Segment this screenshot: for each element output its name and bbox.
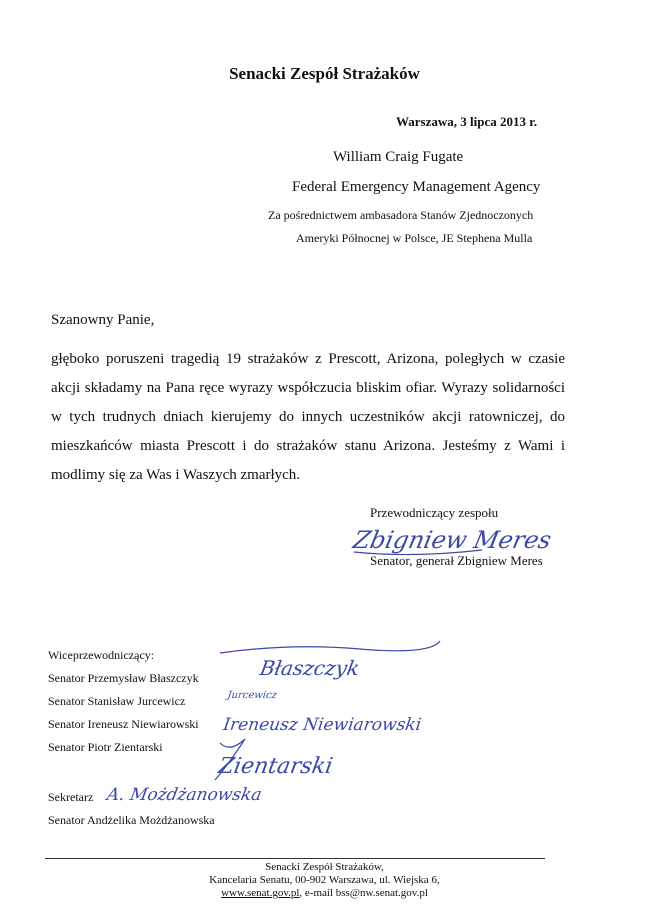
- svg-text:Zientarski: Zientarski: [216, 753, 335, 779]
- recipient-name: William Craig Fugate: [333, 149, 464, 165]
- deputy-name: Senator Piotr Zientarski: [48, 740, 163, 754]
- recipient-agency: Federal Emergency Management Agency: [292, 179, 541, 195]
- chairman-name: Senator, generał Zbigniew Meres: [370, 553, 543, 568]
- recipient-via-line-2: Ameryki Północnej w Polsce, JE Stephena Mulla: [296, 231, 533, 245]
- chairman-signature-text: Zbigniew Meres: [350, 525, 555, 554]
- deputies-block: [48, 644, 199, 759]
- secretary-name: Senator Andżelika Możdżanowska: [48, 813, 215, 827]
- signature-zientarski: [215, 739, 335, 780]
- deputies-signatures: [210, 635, 450, 785]
- salutation: Szanowny Panie,: [51, 312, 155, 328]
- footer-website-link[interactable]: www.senat.gov.pl: [221, 887, 300, 899]
- chairman-label: Przewodniczący zespołu: [370, 505, 499, 520]
- footer-email: , e-mail bss@nw.senat.gov.pl: [299, 887, 428, 899]
- recipient-via-line-1: Za pośrednictwem ambasadora Stanów Zjednoczonych: [268, 208, 534, 222]
- signature-jurcewicz: [225, 690, 279, 701]
- footer-divider: [45, 858, 545, 859]
- footer-line-3: [0, 887, 649, 900]
- letter-date: Warszawa, 3 lipca 2013 r.: [396, 114, 538, 129]
- secretary-signature: [105, 778, 264, 810]
- deputy-name: Senator Ireneusz Niewiarowski: [48, 717, 199, 731]
- svg-text:Błaszczyk: Błaszczyk: [258, 656, 362, 680]
- svg-text:Ireneusz Niewiarowski: Ireneusz Niewiarowski: [221, 715, 423, 735]
- secretary-signature-text: A. Możdżanowska: [105, 785, 264, 805]
- secretary-label: Sekretarz: [48, 790, 94, 804]
- deputy-name: Senator Stanisław Jurcewicz: [48, 694, 186, 708]
- letterhead-title: Senacki Zespół Strażaków: [229, 64, 420, 83]
- footer-line-1: Senacki Zespół Strażaków,: [265, 861, 384, 873]
- footer-line-2: Kancelaria Senatu, 00-902 Warszawa, ul. Wiejska 6,: [209, 874, 440, 886]
- letter-body: głęboko poruszeni tragedią 19 strażaków z Prescott, Arizona, poległych w czasie akcji składamy na Pana ręce wyrazy współczucia bliskim ofiar. Wyrazy solidarności w tych trudnych dniach kierujemy do innych uczestników akcji ratowniczej, do mieszkańców miasta Prescott i do strażaków stanu Arizona. Jesteśmy z Wami i modlimy się za Was i Waszych zmarłych.: [51, 351, 565, 483]
- signature-niewiarowski: [221, 715, 423, 735]
- svg-text:Jurcewicz: Jurcewicz: [226, 690, 278, 701]
- signature-blaszczyk: [220, 641, 440, 680]
- footer: [0, 861, 649, 900]
- deputy-name: Senator Przemysław Błaszczyk: [48, 671, 199, 685]
- deputies-label: Wiceprzewodniczący:: [48, 648, 155, 662]
